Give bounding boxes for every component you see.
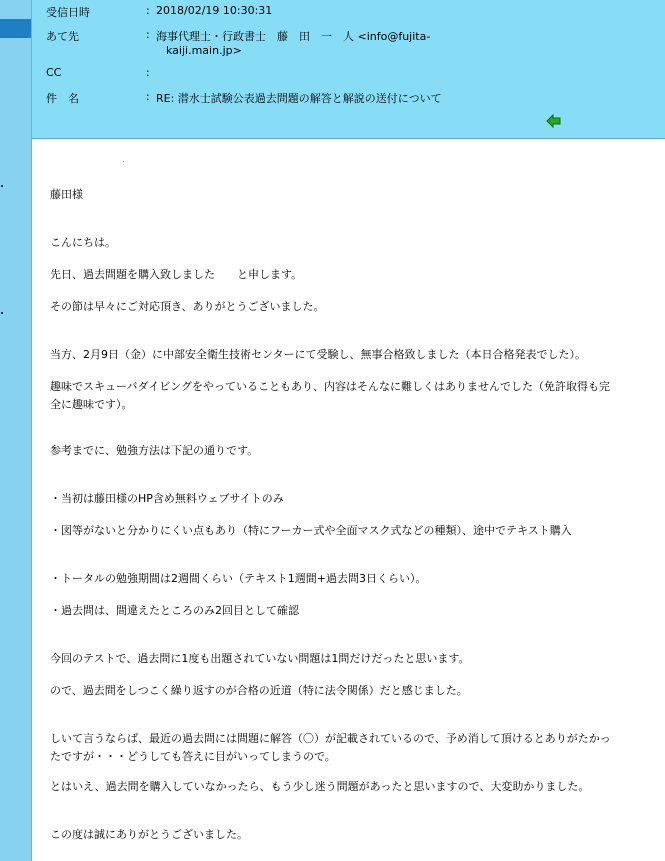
paragraph: ので、過去問をしつこく繰り返すのが合格の近道（特に法令関係）だと感じました。: [50, 684, 468, 697]
to-value-line1[interactable]: 海事代理士・行政書士 藤 田 一 人 <info@fujita-: [156, 30, 431, 43]
message-body: [32, 139, 665, 861]
colon: :: [146, 90, 150, 103]
to-row: [32, 28, 665, 60]
paragraph: たですが・・・どうしても答えに目がいってしまうので。: [50, 750, 336, 763]
paragraph: とはいえ、過去問を購入していなかったら、もう少し迷う問題があったと思いますので、大変助かりました。: [50, 780, 590, 793]
paragraph: 趣味でスキューバダイビングをやっていることもあり、内容はそんなに難しくはありませんでした（免許取得も完: [50, 380, 611, 393]
subject-value: RE: 潜水士試験公表過去問題の解答と解説の送付について: [156, 92, 442, 105]
greeting: こんにちは。: [50, 236, 116, 249]
colon: :: [146, 66, 150, 79]
list-item: ・当初は藤田様のHP含め無料ウェブサイトのみ: [50, 492, 284, 505]
to-label: あて先: [46, 30, 79, 43]
selected-folder-item[interactable]: [0, 19, 31, 38]
paragraph: 当方、2月9日（金）に中部安全衛生技術センターにて受験し、無事合格致しました（本日合格発表でした）。: [50, 348, 587, 361]
list-item: ・トータルの勉強期間は2週間くらい（テキスト1週間+過去問3日くらい）。: [50, 572, 427, 585]
cc-row: [32, 66, 665, 82]
list-item: ・過去問は、間違えたところのみ2回目として確認: [50, 604, 299, 617]
paragraph: しいて言うならば、最近の過去問には問題に解答（〇）が記載されているので、予め消して頂けるとありがたかっ: [50, 732, 611, 745]
pane-marker: [1, 185, 3, 187]
colon: :: [146, 28, 150, 41]
folder-pane[interactable]: [0, 0, 32, 861]
list-item: ・図等がないと分かりにくい点もあり（特にフーカー式や全面マスク式などの種類）、途中でテキスト購入: [50, 524, 572, 537]
received-label: 受信日時: [46, 6, 90, 19]
paragraph: 先日、過去問題を購入致しました と申します。: [50, 268, 303, 281]
greeting-name: 藤田様: [50, 188, 83, 201]
pane-marker: [1, 312, 3, 314]
received-value: 2018/02/19 10:30:31: [156, 4, 273, 17]
paragraph: 参考までに、勉強方法は下記の通りです。: [50, 444, 259, 457]
green-left-arrow-icon[interactable]: [546, 114, 562, 128]
paragraph: 全に趣味です）。: [50, 398, 133, 411]
colon: :: [146, 4, 150, 17]
cursor-mark: [123, 161, 124, 162]
subject-label: 件 名: [46, 92, 79, 105]
to-value-line2[interactable]: kaiji.main.jp>: [166, 44, 242, 57]
message-header: [32, 0, 665, 139]
paragraph: その節は早々にご対応頂き、ありがとうございました。: [50, 300, 325, 313]
subject-row: [32, 90, 665, 106]
cc-label: CC: [46, 66, 62, 79]
received-row: [32, 4, 665, 20]
paragraph: 今回のテストで、過去問に1度も出題されていない問題は1問だけだったと思います。: [50, 652, 470, 665]
closing: この度は誠にありがとうございました。: [50, 828, 248, 841]
